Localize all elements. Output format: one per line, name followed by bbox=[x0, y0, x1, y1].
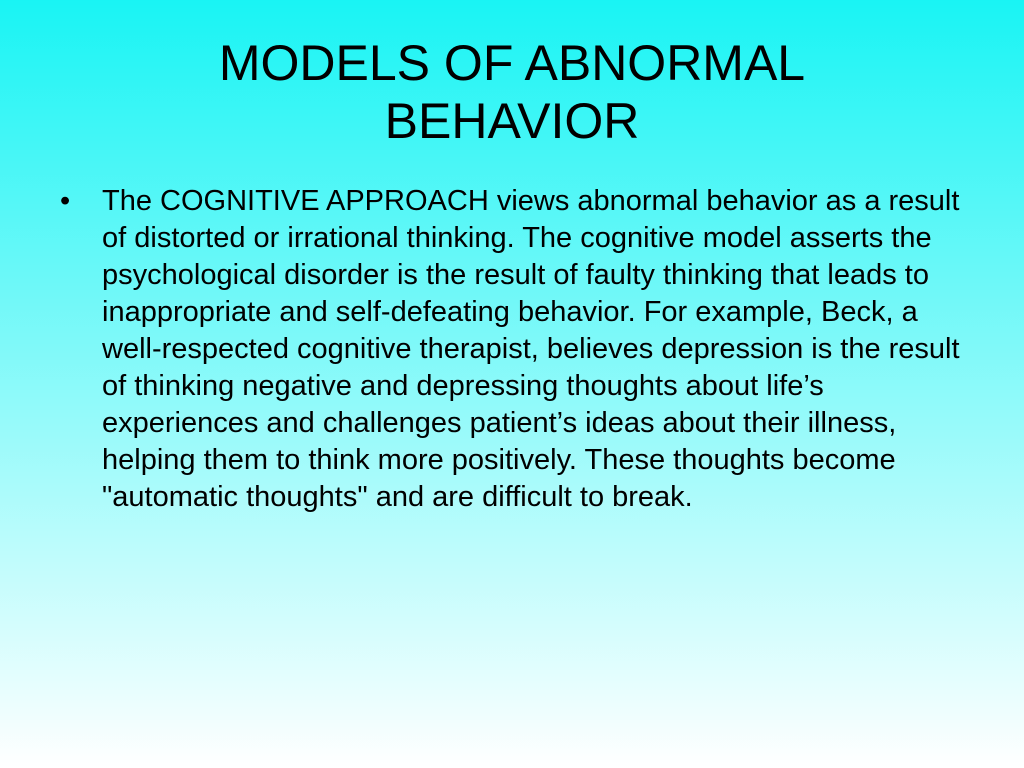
bullet-text: The COGNITIVE APPROACH views abnormal behavior as a result of distorted or irrational thinking. The cognitive model asserts the psychological disorder is the result of faulty thinking that leads to inappropriate and self-defeating behavior. For example, Beck, a well-respected cognitive therapist, believes depression is the result of thinking negative and depressing thoughts about life’s experiences and challenges patient’s ideas about their illness, helping them to think more positively. These thoughts become "automatic thoughts" and are difficult to break. bbox=[102, 185, 960, 513]
slide-title bbox=[0, 34, 1024, 150]
slide-title-line-1: MODELS OF ABNORMAL bbox=[218, 35, 806, 91]
bullet-item bbox=[60, 183, 970, 516]
bullet-list bbox=[60, 183, 970, 516]
bullet-icon: • bbox=[60, 185, 71, 217]
slide-title-line-2: BEHAVIOR bbox=[384, 93, 640, 149]
